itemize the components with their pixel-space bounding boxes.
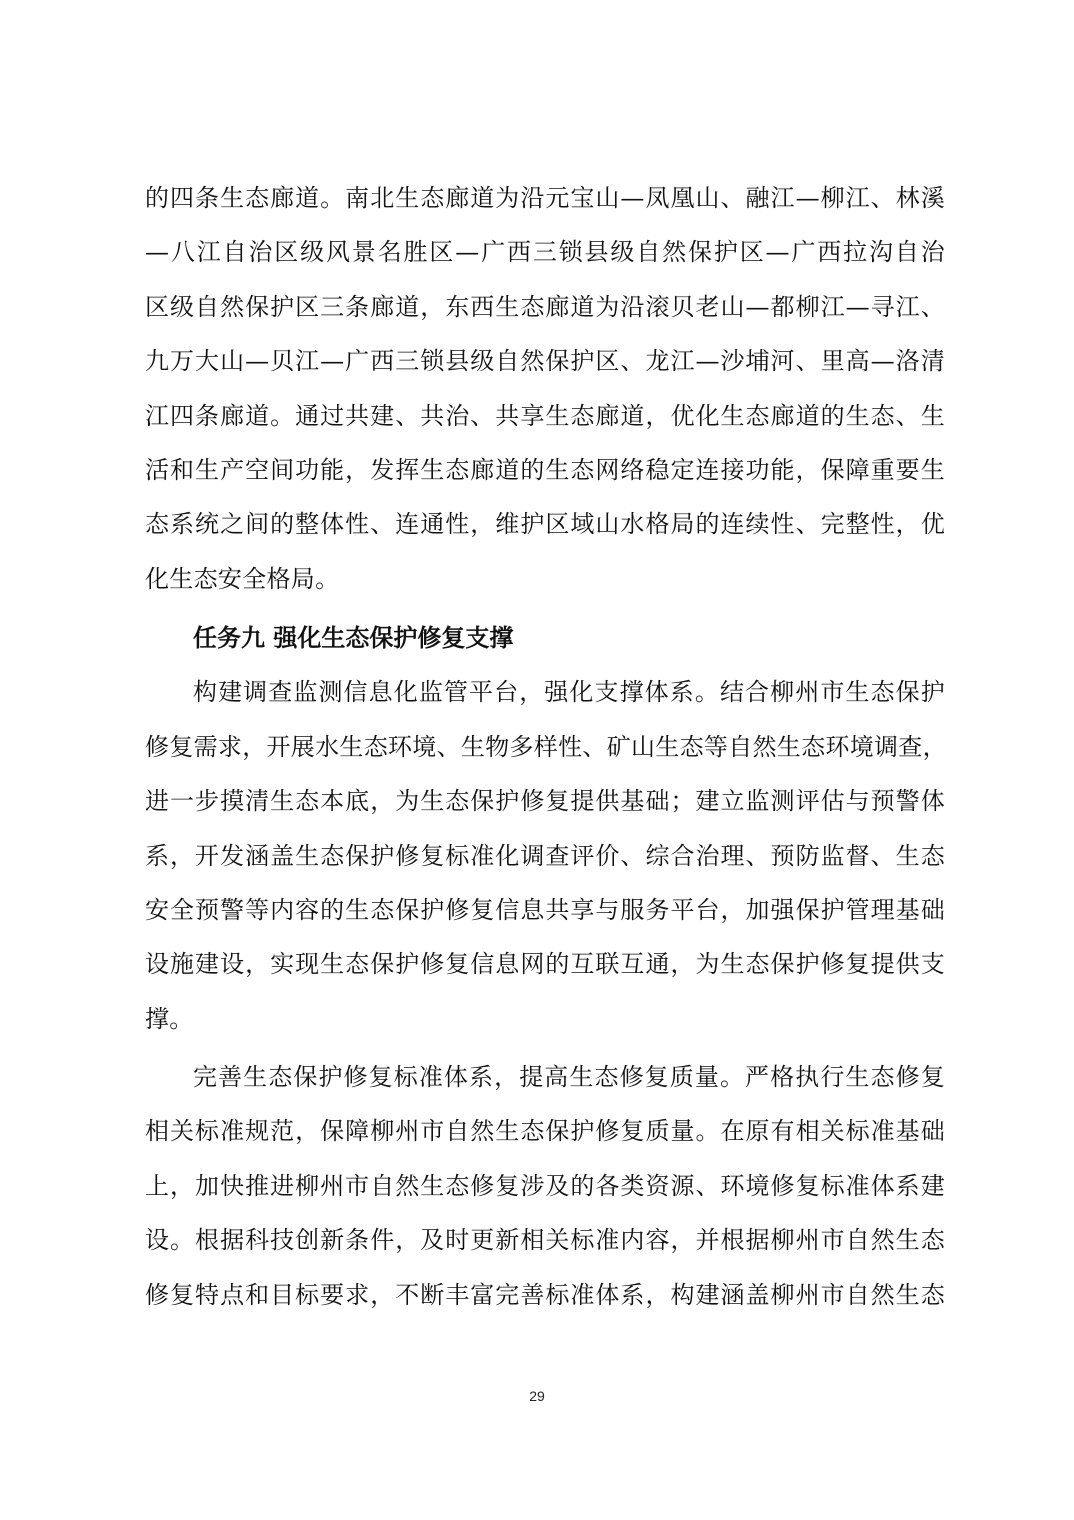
paragraph-line: 的四条生态廊道。南北生态廊道为沿元宝山—凤凰山、融江—柳江、林溪 — [145, 184, 945, 212]
paragraph-line: 完善生态保护修复标准体系，提高生态修复质量。严格执行生态修复 — [193, 1063, 945, 1091]
paragraph-line: —八江自治区级风景名胜区—广西三锁县级自然保护区—广西拉沟自治 — [145, 238, 945, 267]
paragraph-line: 构建调查监测信息化监管平台，强化支撑体系。结合柳州市生态保护 — [193, 678, 945, 707]
page-number: 29 — [529, 1388, 545, 1404]
paragraph-line: 安全预警等内容的生态保护修复信息共享与服务平台，加强保护管理基础 — [145, 895, 945, 924]
paragraph-line: 系，开发涵盖生态保护修复标准化调查评价、综合治理、预防监督、生态 — [145, 841, 945, 870]
paragraph-line: 撑。 — [145, 1004, 194, 1033]
paragraph-line: 设施建设，实现生态保护修复信息网的互联互通，为生态保护修复提供支 — [145, 950, 945, 979]
paragraph-line: 上，加快推进柳州市自然生态修复涉及的各类资源、环境修复标准体系建 — [145, 1171, 945, 1200]
paragraph-line: 区级自然保护区三条廊道，东西生态廊道为沿滚贝老山—都柳江—寻江、 — [145, 292, 945, 321]
paragraph-standards-system — [145, 1050, 945, 1322]
paragraph-line: 设。根据科技创新条件，及时更新相关标准内容，并根据柳州市自然生态 — [145, 1226, 945, 1255]
paragraph-line: 进一步摸清生态本底，为生态保护修复提供基础；建立监测评估与预警体 — [145, 787, 945, 816]
paragraph-line: 修复特点和目标要求，不断丰富完善标准体系，构建涵盖柳州市自然生态 — [145, 1280, 945, 1309]
section-heading: 任务九 强化生态保护修复支撑 — [193, 624, 514, 652]
paragraph-line: 相关标准规范，保障柳州市自然生态保护修复质量。在原有相关标准基础 — [145, 1117, 945, 1146]
paragraph-line: 修复需求，开展水生态环境、生物多样性、矿山生态等自然生态环境调查， — [145, 732, 947, 761]
paragraph-line: 化生态安全格局。 — [145, 564, 340, 593]
paragraph-ecological-corridors — [145, 171, 945, 606]
paragraph-line: 九万大山—贝江—广西三锁县级自然保护区、龙江—沙埔河、里高—洛清 — [145, 347, 945, 376]
paragraph-line: 活和生产空间功能，发挥生态廊道的生态网络稳定连接功能，保障重要生 — [145, 455, 945, 484]
section-task-nine — [145, 611, 945, 1046]
paragraph-line: 江四条廊道。通过共建、共治、共享生态廊道，优化生态廊道的生态、生 — [145, 401, 945, 430]
paragraph-line: 态系统之间的整体性、连通性，维护区域山水格局的连续性、完整性，优 — [145, 510, 945, 539]
